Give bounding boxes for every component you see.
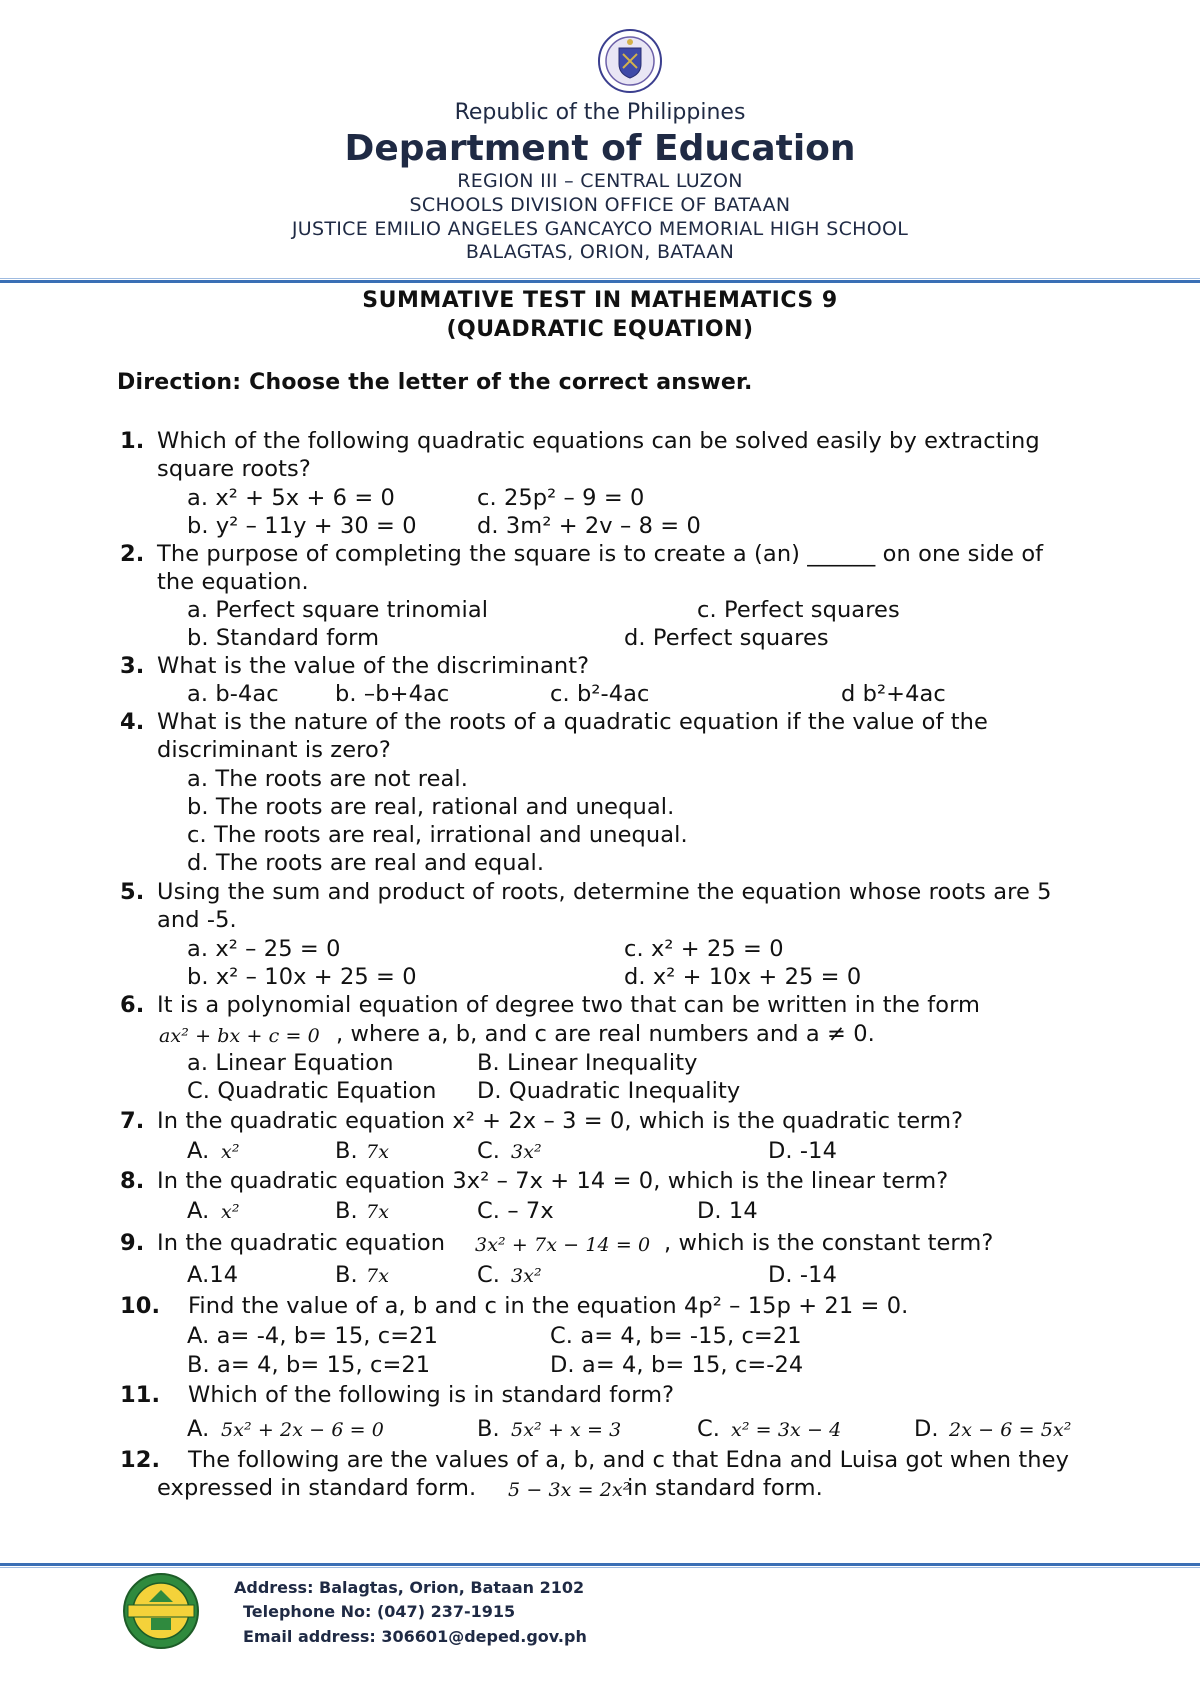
choice-b: b. The roots are real, rational and unequal.: [187, 794, 675, 820]
question-text: Using the sum and product of roots, determine the equation whose roots are 5: [157, 879, 1052, 905]
choice-a: A. a= -4, b= 15, c=21: [187, 1323, 439, 1349]
question-number: 8.: [120, 1168, 145, 1194]
choice-d: D. Quadratic Inequality: [477, 1078, 741, 1104]
choice-a: a. b-4ac: [187, 681, 279, 707]
question-text: In the quadratic equation 3x² – 7x + 14 = 0, which is the linear term?: [157, 1168, 949, 1194]
choice-b-math: 7x: [366, 1201, 390, 1223]
question-text: and -5.: [157, 907, 237, 933]
question-text: In the quadratic equation x² + 2x – 3 = 0, which is the quadratic term?: [157, 1108, 964, 1134]
choice-d: d. x² + 10x + 25 = 0: [624, 964, 862, 990]
choice-d: D. a= 4, b= 15, c=-24: [550, 1352, 804, 1378]
question-number: 6.: [120, 992, 145, 1018]
choice-b: B.: [335, 1198, 358, 1224]
question-number: 11.: [120, 1382, 161, 1408]
choice-c: c. x² + 25 = 0: [624, 936, 784, 962]
question-number: 3.: [120, 653, 145, 679]
question-text: Which of the following quadratic equations can be solved easily by extracting: [157, 428, 1040, 454]
question-text: discriminant is zero?: [157, 737, 391, 763]
question-number: 7.: [120, 1108, 145, 1134]
header-divider-thin: [0, 278, 1200, 279]
choice-a: a. x² – 25 = 0: [187, 936, 341, 962]
formula: 5 − 3x = 2x²: [508, 1479, 631, 1501]
question-text: square roots?: [157, 456, 311, 482]
choice-c: C.: [697, 1416, 721, 1442]
school-logo-icon: [122, 1572, 200, 1650]
question-text: What is the nature of the roots of a quadratic equation if the value of the: [157, 709, 988, 735]
question-text: in standard form.: [627, 1475, 823, 1501]
republic-heading: Republic of the Philippines: [454, 100, 746, 125]
choice-d: d b²+4ac: [841, 681, 946, 707]
question-text: It is a polynomial equation of degree two that can be written in the form: [157, 992, 981, 1018]
footer-divider: [0, 1563, 1200, 1566]
question-text: the equation.: [157, 569, 309, 595]
choice-a-math: 5x² + 2x − 6 = 0: [221, 1419, 384, 1441]
choice-a-math: x²: [221, 1201, 240, 1223]
choice-c-math: 3x²: [511, 1265, 542, 1287]
question-number: 10.: [120, 1293, 161, 1319]
choice-a: A.14: [187, 1262, 239, 1288]
question-text: , where a, b, and c are real numbers and a ≠ 0.: [336, 1021, 875, 1047]
question-number: 12.: [120, 1447, 161, 1473]
deped-seal-icon: [597, 28, 663, 94]
choice-d: d. 3m² + 2v – 8 = 0: [477, 513, 701, 539]
choice-a: A.: [187, 1138, 210, 1164]
department-heading: Department of Education: [344, 128, 856, 169]
choice-c: C.: [477, 1262, 501, 1288]
choice-b: B.: [335, 1138, 358, 1164]
division-heading: SCHOOLS DIVISION OFFICE OF BATAAN: [409, 194, 791, 216]
choice-b: B.: [477, 1416, 500, 1442]
choice-d: D. -14: [768, 1138, 837, 1164]
choice-a: a. Perfect square trinomial: [187, 597, 489, 623]
choice-a: a. x² + 5x + 6 = 0: [187, 485, 395, 511]
question-text: The purpose of completing the square is to create a (an) ______ on one side of: [157, 541, 1044, 567]
question-text: What is the value of the discriminant?: [157, 653, 590, 679]
choice-b: b. Standard form: [187, 625, 380, 651]
question-text: expressed in standard form.: [157, 1475, 477, 1501]
choice-d-math: 2x − 6 = 5x²: [949, 1419, 1072, 1441]
choice-b: b. x² – 10x + 25 = 0: [187, 964, 417, 990]
choice-c-math: x² = 3x − 4: [731, 1419, 842, 1441]
choice-c: C. – 7x: [477, 1198, 554, 1224]
choice-c: C. a= 4, b= -15, c=21: [550, 1323, 802, 1349]
choice-a-math: x²: [221, 1141, 240, 1163]
question-number: 5.: [120, 879, 145, 905]
choice-d: D.: [914, 1416, 939, 1442]
question-text: , which is the constant term?: [664, 1230, 994, 1256]
choice-b: b. –b+4ac: [335, 681, 450, 707]
direction-text: Direction: Choose the letter of the correct answer.: [117, 370, 753, 395]
choice-b: b. y² – 11y + 30 = 0: [187, 513, 417, 539]
question-number: 9.: [120, 1230, 145, 1256]
test-title: SUMMATIVE TEST IN MATHEMATICS 9: [362, 288, 838, 313]
choice-a: a. The roots are not real.: [187, 766, 469, 792]
footer-address: Address: Balagtas, Orion, Bataan 2102: [234, 1578, 585, 1597]
choice-d: D. -14: [768, 1262, 837, 1288]
region-heading: REGION III – CENTRAL LUZON: [457, 170, 743, 192]
header-divider: [0, 280, 1200, 283]
question-number: 1.: [120, 428, 145, 454]
choice-d: d. Perfect squares: [624, 625, 829, 651]
choice-d: D. 14: [697, 1198, 758, 1224]
choice-a: a. Linear Equation: [187, 1050, 394, 1076]
question-number: 2.: [120, 541, 145, 567]
choice-b-math: 5x² + x = 3: [511, 1419, 622, 1441]
formula: 3x² + 7x − 14 = 0: [475, 1234, 651, 1256]
question-number: 4.: [120, 709, 145, 735]
location-heading: BALAGTAS, ORION, BATAAN: [465, 241, 735, 263]
choice-b: B. a= 4, b= 15, c=21: [187, 1352, 431, 1378]
footer-email: Email address: 306601@deped.gov.ph: [243, 1627, 587, 1646]
choice-c: c. Perfect squares: [697, 597, 900, 623]
choice-c: C.: [477, 1138, 501, 1164]
choice-b-math: 7x: [366, 1265, 390, 1287]
formula: ax² + bx + c = 0: [159, 1025, 320, 1047]
test-subtitle: (QUADRATIC EQUATION): [446, 317, 754, 342]
question-text: In the quadratic equation: [157, 1230, 446, 1256]
footer-divider-thin: [0, 1567, 1200, 1568]
choice-c-math: 3x²: [511, 1141, 542, 1163]
choice-b: B.: [335, 1262, 358, 1288]
choice-b-math: 7x: [366, 1141, 390, 1163]
choice-a: A.: [187, 1198, 210, 1224]
choice-c: c. The roots are real, irrational and unequal.: [187, 822, 688, 848]
question-text: Find the value of a, b and c in the equation 4p² – 15p + 21 = 0.: [188, 1293, 909, 1319]
footer-telephone: Telephone No: (047) 237-1915: [243, 1602, 516, 1621]
question-text: Which of the following is in standard form?: [188, 1382, 675, 1408]
question-text: The following are the values of a, b, and c that Edna and Luisa got when they: [188, 1447, 1069, 1473]
choice-a: A.: [187, 1416, 210, 1442]
choice-b: B. Linear Inequality: [477, 1050, 698, 1076]
school-heading: JUSTICE EMILIO ANGELES GANCAYCO MEMORIAL HIGH SCHOOL: [291, 218, 909, 240]
choice-c: c. 25p² – 9 = 0: [477, 485, 645, 511]
choice-c: C. Quadratic Equation: [187, 1078, 437, 1104]
choice-d: d. The roots are real and equal.: [187, 850, 545, 876]
choice-c: c. b²-4ac: [550, 681, 650, 707]
